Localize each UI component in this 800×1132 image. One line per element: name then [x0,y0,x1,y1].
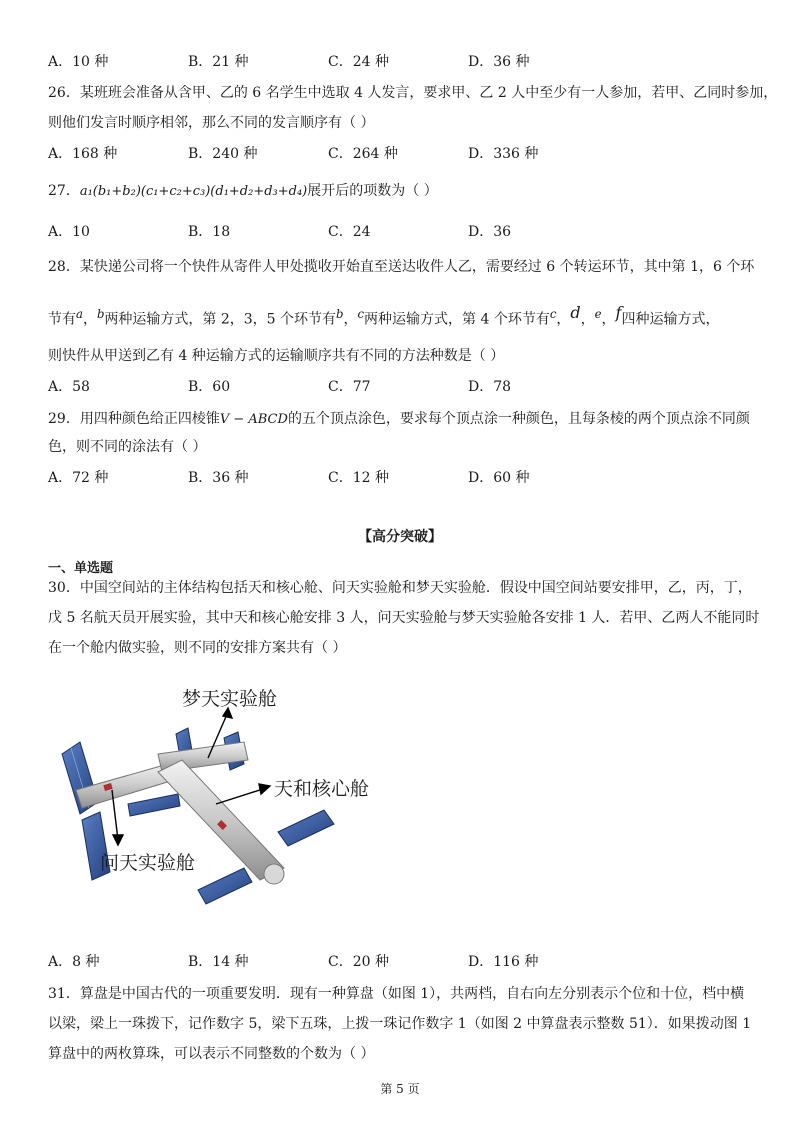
q27-option-b: B．18 [188,224,231,240]
q28-option-c: C．77 [328,379,371,395]
q27-option-a: A．10 [48,224,90,240]
q28-text-b: 两种运输方式，第 2，3，5 个环节有 [104,311,337,328]
q29-line2: 色，则不同的涂法有（ ） [48,439,207,455]
q28-sep: ， [601,311,616,328]
q28-text-a: 节有 [48,311,76,328]
arrow-wentian [112,790,123,845]
solar-panel [278,810,334,846]
q31-line2: 以梁，梁上一珠拨下，记作数字 5，梁下五珠，上拨一珠记作数字 1（如图 2 中算盘表示整数 51）．如果拨动图 1 [48,1016,752,1032]
q29-option-c: C．12 种 [328,470,389,486]
q25-option-a: A．10 种 [48,54,109,70]
q28-var-b: b [96,307,105,321]
q26-option-c: C．264 种 [328,146,398,162]
q28-var-a: a [76,307,83,321]
label-mengtian: 梦天实验舱 [182,688,278,710]
q28-var-c: c [357,307,365,321]
q29-text-b: 的五个顶点涂色，要求每个顶点涂一种颜色，且每条棱的两个顶点涂不同颜 [287,411,750,427]
q26-option-a: A．168 种 [48,146,118,162]
q27-text: 展开后的项数为（ ） [307,183,438,199]
q27-formula: a₁(b₁+b₂)(c₁+c₂+c₃)(d₁+d₂+d₃+d₄) [79,184,308,199]
q31-line3: 算盘中的两枚算珠，可以表示不同整数的个数为（ ） [48,1046,375,1062]
q28-option-d: D．78 [468,379,512,395]
q30-option-d: D．116 种 [468,954,539,970]
q30-option-b: B．14 种 [188,954,249,970]
label-tianhe: 天和核心舱 [274,778,370,800]
q30-option-c: C．20 种 [328,954,389,970]
q28-sep: ， [343,311,358,328]
q31-line1: 31．算盘是中国古代的一项重要发明．现有一种算盘（如图 1），共两档，自右向左分别表示个位和十位，档中横 [48,986,745,1002]
q28-option-b: B．60 [188,379,231,395]
solar-panel [128,794,180,816]
q30-line3: 在一个舱内做实验，则不同的安排方案共有（ ） [48,640,347,656]
q28-sep: ， [580,311,595,328]
section-subtitle: 一、单选题 [48,561,114,576]
q27-line [48,180,438,200]
q29-line1 [48,408,750,428]
q28-var-d: d [570,303,581,322]
q26-line1: 26．某班班会准备从含甲、乙的 6 名学生中选取 4 人发言，要求甲、乙 2 人中至少有一人参加，若甲、乙同时参加， [48,85,778,101]
q28-sep: ， [82,311,97,328]
q27-option-d: D．36 [468,224,512,240]
q25-option-d: D．36 种 [468,54,530,70]
section-title: 【高分突破】 [358,529,442,545]
page-footer: 第 5 页 [380,1082,420,1096]
q26-option-b: B．240 种 [188,146,258,162]
solar-panel [198,868,252,904]
q28-text-d: 四种运输方式， [621,311,720,328]
q30-option-a: A．8 种 [48,954,100,970]
q28-var-c: c [549,307,557,321]
q28-text-c: 两种运输方式，第 4 个环节有 [364,311,550,328]
q25-option-b: B．21 种 [188,54,249,70]
q28-option-a: A．58 [48,379,90,395]
q28-sep: ， [556,311,571,328]
arrow-tianhe [216,784,270,804]
q28-var-f: f [615,303,622,322]
q26-line2: 则他们发言时顺序相邻，那么不同的发言顺序有（ ） [48,115,375,131]
q28-var-e: e [594,307,602,321]
q29-option-d: D．60 种 [468,470,530,486]
q28-var-b: b [336,307,344,321]
q30-line2: 戊 5 名航天员开展实验，其中天和核心舱安排 3 人，问天实验舱与梦天实验舱各安排 1 人．若甲、乙两人不能同时 [48,610,760,626]
q30-line1: 30．中国空间站的主体结构包括天和核心舱、问天实验舱和梦天实验舱．假设中国空间站要安排甲，乙，丙，丁， [48,580,752,596]
q27-number: 27． [48,183,80,199]
q28-line2 [48,303,719,329]
q27-option-c: C．24 [328,224,371,240]
q29-text-a: 29．用四种颜色给正四棱锥 [48,411,220,427]
q26-option-d: D．336 种 [468,146,539,162]
label-wentian: 问天实验舱 [100,852,196,874]
space-station-figure [48,672,388,927]
q28-line1: 28．某快递公司将一个快件从寄件人甲处揽收开始直至送达收件人乙，需要经过 6 个转运环节，其中第 1，6 个环 [48,259,755,275]
q29-formula: V − ABCD [219,412,288,427]
q28-line3: 则快件从甲送到乙有 4 种运输方式的运输顺序共有不同的方法种数是（ ） [48,348,505,364]
q29-option-a: A．72 种 [48,470,109,486]
q29-option-b: B．36 种 [188,470,249,486]
q25-option-c: C．24 种 [328,54,389,70]
